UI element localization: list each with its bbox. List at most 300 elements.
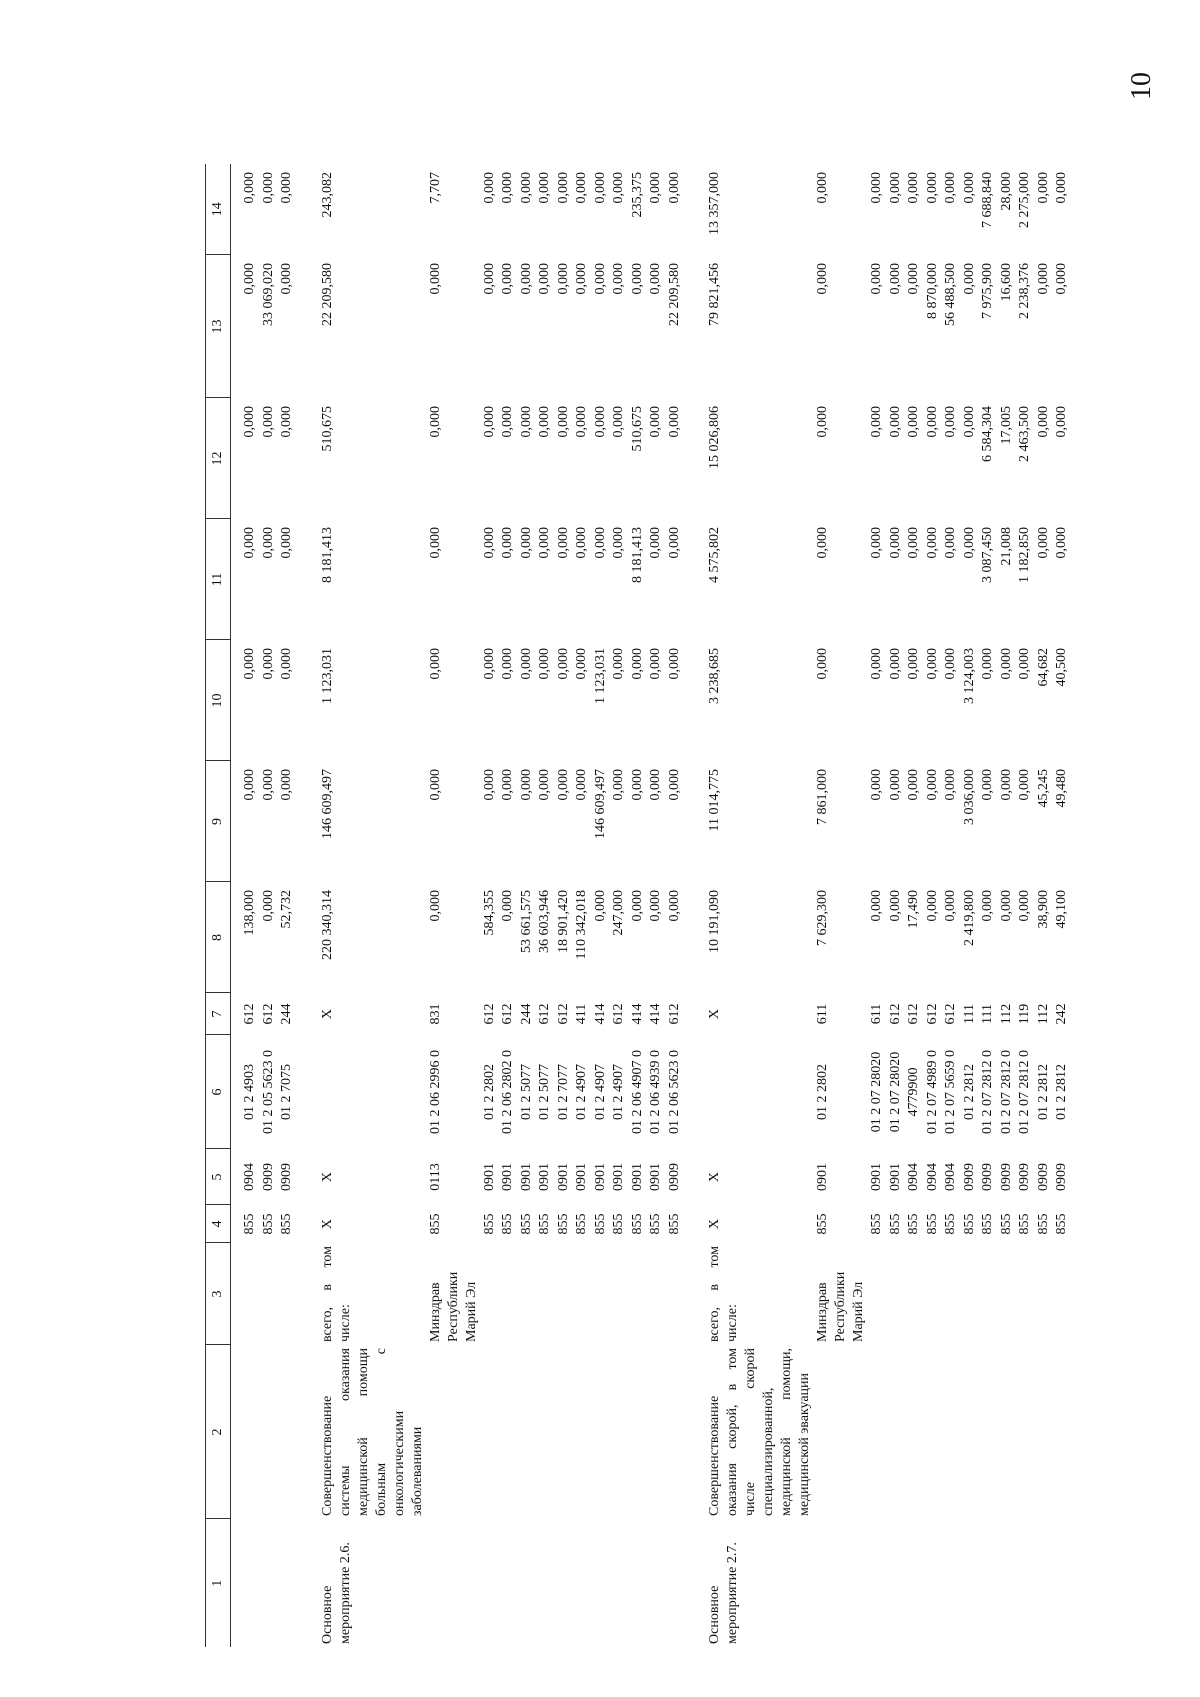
table-cell xyxy=(868,1345,887,1519)
table-cell: 01 2 07 4989 0 xyxy=(924,1050,940,1134)
table-cell xyxy=(427,1519,481,1647)
table-cell xyxy=(998,1519,1017,1647)
table-cell: 0,000 xyxy=(242,406,257,438)
table-cell: 0,000 xyxy=(500,527,515,559)
table-cell: 0,000 xyxy=(592,406,608,438)
table-cell: 01 2 2812 xyxy=(1054,1064,1069,1120)
table-cell xyxy=(1035,1243,1054,1345)
table-row xyxy=(666,164,685,1647)
table-row xyxy=(961,164,980,1647)
table-cell: 0,000 xyxy=(555,406,571,438)
table-cell: 38,900 xyxy=(1035,890,1051,929)
table-cell: 0,000 xyxy=(980,890,995,922)
table-cell xyxy=(610,1243,629,1345)
table-cell: 0,000 xyxy=(998,648,1014,680)
table-cell: 0,000 xyxy=(887,648,903,680)
table-cell: 0,000 xyxy=(666,527,682,559)
table-cell: 244 xyxy=(518,1003,534,1025)
table-cell: 0,000 xyxy=(1054,527,1069,559)
table-cell: 0,000 xyxy=(815,527,830,559)
table-cell: 612 xyxy=(260,1003,276,1025)
table-cell: 0,000 xyxy=(815,406,830,438)
table-cell: 243,082 xyxy=(319,172,335,218)
table-cell: 0,000 xyxy=(574,406,589,438)
table-cell: 01 2 07 2812 0 xyxy=(1017,1050,1032,1134)
table-row xyxy=(297,164,427,1647)
table-cell: X xyxy=(707,1218,722,1230)
table-cell: 52,732 xyxy=(279,890,294,929)
table-cell: 0,000 xyxy=(481,769,497,801)
table-cell: 0,000 xyxy=(574,527,589,559)
column-header-11: 11 xyxy=(206,519,231,640)
table-cell: 0,000 xyxy=(611,172,626,204)
table-cell: 21,008 xyxy=(998,527,1014,566)
table-cell: 0,000 xyxy=(961,172,977,204)
table-cell xyxy=(998,1243,1017,1345)
table-cell: 235,375 xyxy=(629,172,645,218)
budget-table xyxy=(205,164,1072,1647)
table-cell: 0909 xyxy=(1035,1163,1051,1191)
table-cell: 49,480 xyxy=(1054,769,1069,808)
column-header-13: 13 xyxy=(206,255,231,398)
table-cell: 220 340,314 xyxy=(319,890,335,960)
table-cell: 01 2 07 28020 xyxy=(887,1051,903,1133)
table-row xyxy=(555,164,574,1647)
table-row xyxy=(887,164,906,1647)
table-cell: 0901 xyxy=(574,1163,589,1191)
table-cell: 0,000 xyxy=(924,406,940,438)
table-cell: 510,675 xyxy=(629,406,645,452)
table-cell xyxy=(1035,1519,1054,1647)
table-cell: 56 488,500 xyxy=(943,263,958,326)
table-cell: 0,000 xyxy=(260,406,276,438)
table-cell: 855 xyxy=(279,1213,294,1235)
table-cell xyxy=(481,1243,500,1345)
table-cell xyxy=(1016,1243,1035,1345)
table-cell: 855 xyxy=(518,1213,534,1235)
table-cell: 0,000 xyxy=(518,527,534,559)
table-cell: 0,000 xyxy=(481,172,497,204)
table-cell: 0,000 xyxy=(629,263,645,295)
table-cell: 0,000 xyxy=(574,172,589,204)
table-cell: 0,000 xyxy=(815,172,830,204)
table-cell: 0,000 xyxy=(537,263,552,295)
table-cell: 0,000 xyxy=(574,648,589,680)
table-cell xyxy=(297,1035,427,1149)
table-cell xyxy=(629,1345,648,1519)
table-cell xyxy=(684,1035,814,1149)
table-cell: 0,000 xyxy=(648,263,663,295)
table-cell: 01 2 7077 xyxy=(555,1064,571,1120)
table-cell: 855 xyxy=(815,1213,830,1235)
table-cell: 0,000 xyxy=(980,648,995,680)
table-cell: 01 2 4903 xyxy=(242,1064,257,1120)
table-cell: 0901 xyxy=(481,1163,497,1191)
table-cell: 0,000 xyxy=(537,406,552,438)
table-cell: 0,000 xyxy=(980,769,995,801)
table-cell: 0,000 xyxy=(260,648,276,680)
table-cell: 01 2 4907 xyxy=(611,1064,626,1120)
table-cell: 0,000 xyxy=(1054,406,1069,438)
column-header-3: 3 xyxy=(206,1243,231,1345)
table-cell: 0,000 xyxy=(924,890,940,922)
table-cell: 612 xyxy=(887,1003,903,1025)
table-row xyxy=(942,164,961,1647)
table-cell: 01 2 07 2812 0 xyxy=(998,1050,1014,1134)
table-cell: 855 xyxy=(924,1213,940,1235)
table-cell: 0,000 xyxy=(924,172,940,204)
table-cell: 414 xyxy=(648,1003,663,1025)
table-cell: 0,000 xyxy=(906,769,921,801)
table-cell: 0,000 xyxy=(1035,263,1051,295)
table-cell: 0,000 xyxy=(924,527,940,559)
table-row xyxy=(814,164,868,1647)
table-cell xyxy=(573,1345,592,1519)
table-cell: 0,000 xyxy=(500,769,515,801)
table-cell: 855 xyxy=(869,1213,884,1235)
table-row xyxy=(278,164,297,1647)
table-cell: 0,000 xyxy=(906,648,921,680)
table-cell: 3 238,685 xyxy=(707,648,722,704)
table-cell: 855 xyxy=(537,1213,552,1235)
table-row xyxy=(427,164,481,1647)
table-cell: 01 2 06 5623 0 xyxy=(666,1050,682,1134)
table-cell: 0,000 xyxy=(279,406,294,438)
table-row xyxy=(998,164,1017,1647)
table-cell: 0,000 xyxy=(1035,406,1051,438)
table-cell: 0,000 xyxy=(869,263,884,295)
table-cell xyxy=(278,1345,297,1519)
table-cell: 0,000 xyxy=(887,527,903,559)
table-row xyxy=(924,164,943,1647)
table-cell xyxy=(905,1345,924,1519)
table-cell: 0901 xyxy=(887,1163,903,1191)
table-cell: 2 419,800 xyxy=(961,890,977,946)
table-cell xyxy=(610,1519,629,1647)
table-cell: 01 2 06 4939 0 xyxy=(648,1050,663,1134)
table-row xyxy=(610,164,629,1647)
table-cell: 0,000 xyxy=(943,172,958,204)
table-cell xyxy=(647,1519,666,1647)
table-cell: 1 123,031 xyxy=(592,648,608,704)
table-row xyxy=(536,164,555,1647)
table-cell xyxy=(260,1345,279,1519)
column-header-1: 1 xyxy=(206,1519,231,1647)
table-cell xyxy=(887,1345,906,1519)
table-cell: 0904 xyxy=(924,1163,940,1191)
table-cell: 0,000 xyxy=(869,890,884,922)
table-cell: 0,000 xyxy=(1054,172,1069,204)
table-cell: 0,000 xyxy=(592,890,608,922)
table-cell: 0,000 xyxy=(481,406,497,438)
table-cell xyxy=(573,1519,592,1647)
table-cell: 0,000 xyxy=(279,263,294,295)
table-cell: 0,000 xyxy=(611,263,626,295)
table-cell: 3 036,000 xyxy=(961,769,977,825)
table-cell: 0,000 xyxy=(869,527,884,559)
table-cell: 0,000 xyxy=(815,263,830,295)
table-cell: 855 xyxy=(943,1213,958,1235)
table-cell xyxy=(536,1243,555,1345)
table-cell: 0,000 xyxy=(943,890,958,922)
table-cell xyxy=(942,1243,961,1345)
table-cell: 0,000 xyxy=(555,769,571,801)
table-cell: 0,000 xyxy=(279,527,294,559)
table-cell: 855 xyxy=(906,1213,921,1235)
table-cell: 2 238,376 xyxy=(1017,263,1032,319)
table-cell: 0,000 xyxy=(242,769,257,801)
table-cell: 0901 xyxy=(537,1163,552,1191)
table-cell: 612 xyxy=(537,1003,552,1025)
table-cell: 0909 xyxy=(1017,1163,1032,1191)
table-cell: 0,000 xyxy=(887,172,903,204)
table-cell: 64,682 xyxy=(1035,648,1051,687)
table-cell: 01 2 06 2996 0 xyxy=(427,1050,443,1134)
table-cell: 0,000 xyxy=(611,527,626,559)
column-header-14: 14 xyxy=(206,164,231,255)
table-cell: 40,500 xyxy=(1054,648,1069,687)
table-cell: 0,000 xyxy=(906,263,921,295)
table-cell: 242 xyxy=(1054,1003,1069,1025)
table-cell: 8 181,413 xyxy=(319,527,335,583)
table-cell: 855 xyxy=(980,1213,995,1235)
table-cell xyxy=(1053,1243,1072,1345)
table-cell xyxy=(979,1519,998,1647)
table-row xyxy=(592,164,611,1647)
table-cell: 0,000 xyxy=(427,769,443,801)
table-cell xyxy=(573,1243,592,1345)
table-cell: 0,000 xyxy=(555,263,571,295)
table-row xyxy=(1053,164,1072,1647)
table-cell xyxy=(887,1519,906,1647)
table-cell xyxy=(555,1243,574,1345)
table-cell: 0,000 xyxy=(629,769,645,801)
table-cell: 0,000 xyxy=(260,890,276,922)
table-cell: 01 2 05 5623 0 xyxy=(260,1050,276,1134)
table-cell xyxy=(942,1519,961,1647)
table-cell: 01 2 4907 xyxy=(592,1064,608,1120)
table-cell: 110 342,018 xyxy=(574,890,589,960)
table-cell: 22 209,580 xyxy=(319,263,335,326)
table-cell: 0,000 xyxy=(427,890,443,922)
table-row xyxy=(868,164,887,1647)
table-cell: 0,000 xyxy=(1054,263,1069,295)
table-cell xyxy=(666,1243,685,1345)
table-cell xyxy=(961,1243,980,1345)
table-cell: 612 xyxy=(242,1003,257,1025)
table-cell: всего, в том числе: xyxy=(319,1246,353,1342)
table-cell: 0,000 xyxy=(500,648,515,680)
table-cell: 0,000 xyxy=(537,769,552,801)
table-cell: 36 603,946 xyxy=(537,890,552,953)
table-cell: 0,000 xyxy=(500,263,515,295)
table-row xyxy=(629,164,648,1647)
table-cell: 0,000 xyxy=(1017,769,1032,801)
table-cell: 01 2 2812 xyxy=(961,1064,977,1120)
table-cell: 0,000 xyxy=(518,648,534,680)
table-cell: 4 575,802 xyxy=(707,527,722,583)
table-cell xyxy=(481,1519,500,1647)
table-cell: 0,000 xyxy=(518,172,534,204)
table-cell: 01 2 07 28020 xyxy=(869,1051,884,1133)
table-cell: 7,707 xyxy=(427,172,443,204)
table-cell xyxy=(905,1519,924,1647)
table-cell: 855 xyxy=(242,1213,257,1235)
table-cell: 0,000 xyxy=(998,769,1014,801)
table-cell: 0,000 xyxy=(629,890,645,922)
table-cell: 0,000 xyxy=(427,527,443,559)
table-cell: 855 xyxy=(555,1213,571,1235)
table-cell: 0904 xyxy=(906,1163,921,1191)
table-cell xyxy=(231,1345,260,1519)
column-header-8: 8 xyxy=(206,882,231,993)
table-cell xyxy=(518,1519,537,1647)
table-row xyxy=(573,164,592,1647)
table-cell: 0,000 xyxy=(555,172,571,204)
table-cell: 0,000 xyxy=(648,769,663,801)
table-cell xyxy=(278,1519,297,1647)
table-cell: 0909 xyxy=(666,1163,682,1191)
table-row xyxy=(499,164,518,1647)
table-cell: 1 182,850 xyxy=(1017,527,1032,583)
table-cell: Основное мероприятие 2.6. xyxy=(319,1542,353,1644)
table-cell: 7 629,300 xyxy=(815,890,830,946)
table-cell: 855 xyxy=(666,1213,682,1235)
table-cell: 6 584,304 xyxy=(980,406,995,462)
table-cell xyxy=(278,1243,297,1345)
table-cell: 138,000 xyxy=(242,890,257,936)
table-cell: 7 861,000 xyxy=(815,769,830,825)
table-cell: 0,000 xyxy=(500,172,515,204)
table-cell: 0113 xyxy=(427,1163,443,1191)
table-cell: 18 901,420 xyxy=(555,890,571,953)
table-cell xyxy=(518,1243,537,1345)
table-cell xyxy=(592,1243,611,1345)
table-cell: 53 661,575 xyxy=(518,890,534,953)
column-header-9: 9 xyxy=(206,761,231,882)
table-cell: 0,000 xyxy=(555,527,571,559)
table-cell: 119 xyxy=(1017,1003,1032,1025)
table-cell: 0,000 xyxy=(924,769,940,801)
table-cell: 0,000 xyxy=(666,890,682,922)
table-cell xyxy=(942,1345,961,1519)
table-cell: 01 2 2812 xyxy=(1035,1064,1051,1120)
table-row xyxy=(979,164,998,1647)
table-cell: 855 xyxy=(427,1213,443,1235)
table-cell: 3 124,003 xyxy=(961,648,977,704)
table-cell: 0,000 xyxy=(869,172,884,204)
table-row xyxy=(518,164,537,1647)
table-cell: 01 2 7075 xyxy=(279,1064,294,1120)
table-cell: 855 xyxy=(998,1213,1014,1235)
table-cell: 0,000 xyxy=(961,263,977,295)
table-cell xyxy=(1016,1519,1035,1647)
table-cell xyxy=(814,1345,868,1519)
table-cell: 0,000 xyxy=(648,890,663,922)
table-cell: 855 xyxy=(1054,1213,1069,1235)
table-cell: 611 xyxy=(869,1003,884,1025)
table-row xyxy=(231,164,260,1647)
table-cell: 8 870,000 xyxy=(924,263,940,319)
table-cell: 855 xyxy=(260,1213,276,1235)
table-cell: 01 2 07 5659 0 xyxy=(943,1050,958,1134)
table-cell: 0,000 xyxy=(924,648,940,680)
table-cell: 01 2 07 2812 0 xyxy=(980,1050,995,1134)
table-cell: 0,000 xyxy=(648,172,663,204)
table-cell: X xyxy=(707,1171,722,1183)
table-cell: 0,000 xyxy=(260,172,276,204)
table-cell: 0,000 xyxy=(815,648,830,680)
table-cell xyxy=(1053,1519,1072,1647)
table-cell: 49,100 xyxy=(1054,890,1069,929)
table-cell: 244 xyxy=(279,1003,294,1025)
table-cell: 0904 xyxy=(242,1163,257,1191)
table-cell xyxy=(1035,1345,1054,1519)
table-cell: 0,000 xyxy=(869,648,884,680)
column-number-header-row xyxy=(206,164,231,1647)
table-cell xyxy=(555,1345,574,1519)
table-cell xyxy=(592,1345,611,1519)
table-cell: 17,490 xyxy=(906,890,921,929)
table-cell: 584,355 xyxy=(481,890,497,936)
table-cell: 0,000 xyxy=(666,406,682,438)
table-cell: 4779900 xyxy=(906,1067,921,1117)
table-cell: 0,000 xyxy=(537,172,552,204)
table-cell: Минздрав Республики Марий Эл xyxy=(427,1271,479,1342)
table-cell xyxy=(666,1345,685,1519)
table-cell: 0,000 xyxy=(242,263,257,295)
table-cell: 112 xyxy=(998,1003,1014,1025)
column-header-2: 2 xyxy=(206,1345,231,1519)
table-cell xyxy=(427,1345,481,1519)
table-cell: 112 xyxy=(1035,1003,1051,1025)
table-cell xyxy=(499,1345,518,1519)
table-cell: 0,000 xyxy=(998,890,1014,922)
table-cell: 0901 xyxy=(555,1163,571,1191)
table-cell xyxy=(1053,1345,1072,1519)
table-cell xyxy=(499,1519,518,1647)
table-cell xyxy=(555,1519,574,1647)
table-cell xyxy=(961,1519,980,1647)
table-cell: 0,000 xyxy=(629,648,645,680)
table-cell: 0,000 xyxy=(887,769,903,801)
table-cell: 0,000 xyxy=(279,769,294,801)
table-cell: 146 609,497 xyxy=(319,769,335,839)
table-cell xyxy=(998,1345,1017,1519)
table-cell: 0,000 xyxy=(887,890,903,922)
table-cell: 0909 xyxy=(260,1163,276,1191)
table-cell: 855 xyxy=(648,1213,663,1235)
table-cell xyxy=(666,1519,685,1647)
table-cell: 0,000 xyxy=(481,263,497,295)
table-cell: 13 357,000 xyxy=(707,172,722,235)
page-number: 10 xyxy=(1126,72,1157,100)
table-cell: Совершенствование оказания скорой, в том числе скорой специализированной, медицинской помощи, медицинской эвакуации xyxy=(707,1348,812,1516)
column-header-7: 7 xyxy=(206,993,231,1035)
table-cell: 411 xyxy=(574,1003,589,1025)
table-cell xyxy=(536,1519,555,1647)
table-cell: 0,000 xyxy=(961,527,977,559)
table-cell: 0901 xyxy=(648,1163,663,1191)
table-cell: 2 463,500 xyxy=(1017,406,1032,462)
table-row xyxy=(1035,164,1054,1647)
table-cell xyxy=(231,1243,260,1345)
table-cell: 0909 xyxy=(1054,1163,1069,1191)
column-header-12: 12 xyxy=(206,398,231,519)
table-cell: 0,000 xyxy=(1035,527,1051,559)
table-cell xyxy=(814,1519,868,1647)
column-header-6: 6 xyxy=(206,1035,231,1149)
